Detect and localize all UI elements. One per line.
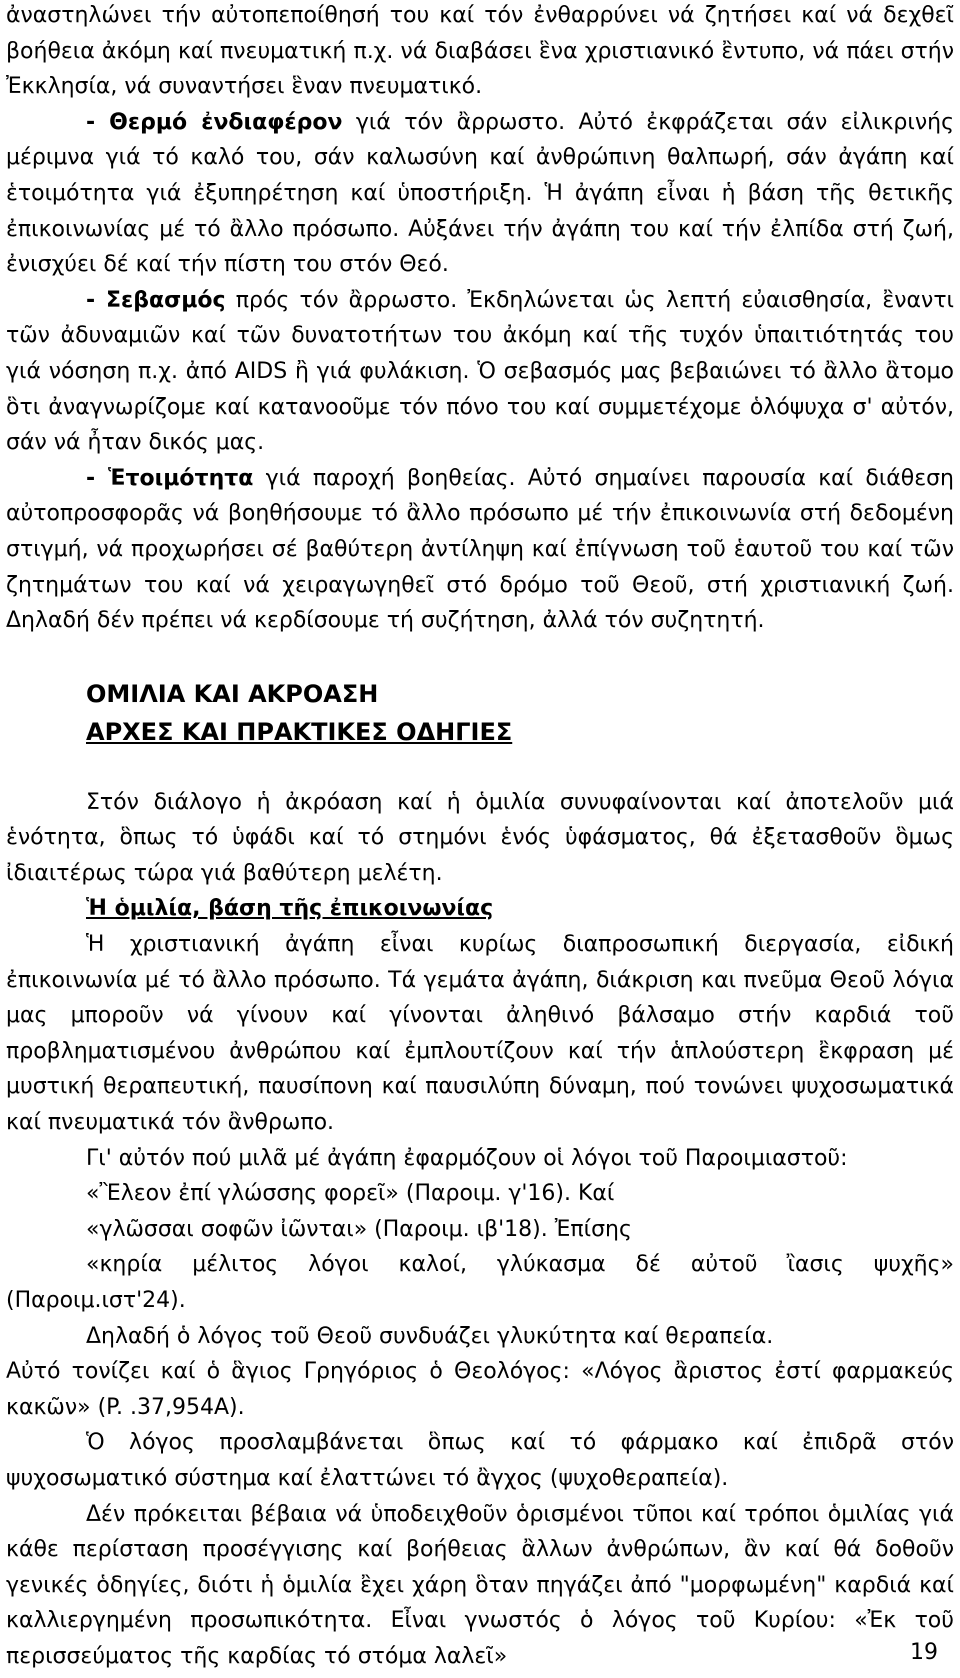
bold-term: - Ἑτοιμότητα [86, 465, 254, 491]
quote: «Ἒλεον ἐπί γλώσσης φορεῖ» (Παροιμ. γ'16). Καί [86, 1181, 615, 1207]
paragraph: Γι' αὐτόν πού μιλᾶ μέ ἀγάπη ἐφαρμόζουν οἱ λόγοι τοῦ Παροιμιαστοῦ: [86, 1145, 848, 1171]
paragraph: Ὁ λόγος προσλαμβάνεται ὃπως καί τό φάρμακο καί ἐπιδρᾶ στόν ψυχοσωματικό σύστημα καί ἐλαττώνει τό ἂγχος (ψυχοθεραπεία). [6, 1430, 954, 1491]
paragraph [6, 283, 954, 461]
subheading: Ἡ ὁμιλία, βάση τῆς ἐπικοινωνίας [86, 896, 494, 922]
section-subheading: ΑΡΧΕΣ ΚΑΙ ΠΡΑΚΤΙΚΕΣ ΟΔΗΓΙΕΣ [86, 717, 513, 746]
paragraph: Αὐτό τονίζει καί ὁ ἃγιος Γρηγόριος ὁ Θεολόγος: «Λόγος ἂριστος ἐστί φαρμακεύς κακῶν» (P. .37,954A). [6, 1359, 954, 1420]
paragraph-text: γιά τόν ἂρρωστο. Αὐτό ἐκφράζεται σάν εἰλικρινής μέριμνα γιά τό καλό του, σάν καλωσύνη καί ἀνθρώπινη θαλπωρή, σάν ἀγάπη καί ἑτοιμότητα γιά ἐξυπηρέτηση καί ὑποστήριξη. Ἡ ἀγάπη εἶναι ἡ βάση τῆς θετικῆς ἐπικοινωνίας μέ τό ἂλλο πρόσωπο. Αὐξάνει τήν ἀγάπη του καί τήν ἐλπίδα στή ζωή, ἐνισχύει δέ καί τήν πίστη του στόν Θεό. [6, 109, 954, 278]
quote: «κηρία μέλιτος λόγοι καλοί, γλύκασμα δέ αὐτοῦ ἲασις ψυχῆς» (Παροιμ.ιστ'24). [6, 1252, 954, 1313]
paragraph: Ἡ χριστιανική ἀγάπη εἶναι κυρίως διαπροσωπική διεργασία, εἰδική ἐπικοινωνία μέ τό ἂλλο πρόσωπο. Τά γεμάτα ἀγάπη, διάκριση και πνεῦμα Θεοῦ λόγια μας μποροῦν νά γίνουν καί γίνονται ἀληθινό βάλσαμο στήν καρδιά τοῦ προβληματισμένου ἀνθρώπου καί ἐμπλουτίζουν καί τήν ἁπλούστερη ἒκφραση μέ μυστική θεραπευτική, παυσίπονη καί παυσιλύπη δύναμη, πού τονώνει ψυχοσωματικά καί πνευματικά τόν ἂνθρωπο. [6, 932, 954, 1136]
paragraph: ἀναστηλώνει τήν αὐτοπεποίθησή του καί τόν ἐνθαρρύνει νά ζητήσει καί νά δεχθεῖ βοήθεια ἀκόμη καί πνευματική π.χ. νά διαβάσει ἓνα χριστιανικό ἒντυπο, νά πάει στήν Ἐκκλησία, νά συναντήσει ἓναν πνευματικό. [6, 3, 954, 100]
quote: «γλῶσσαι σοφῶν ἰῶνται» (Παροιμ. ιβ'18). Ἐπίσης [86, 1216, 632, 1242]
paragraph [6, 461, 954, 639]
body-text [6, 0, 954, 1675]
paragraph: Στόν διάλογο ἡ ἀκρόαση καί ἡ ὁμιλία συνυφαίνονται καί ἀποτελοῦν μιά ἑνότητα, ὃπως τό ὑφάδι καί τό στημόνι ἑνός ὑφάσματος, θά ἐξετασθοῦν ὃμως ἰδιαιτέρως τώρα γιά βαθύτερη μελέτη. [6, 789, 954, 886]
section-heading: ΟΜΙΛΙΑ ΚΑΙ ΑΚΡΟΑΣΗ [86, 679, 379, 708]
paragraph [6, 105, 954, 283]
paragraph-text: γιά παροχή βοηθείας. Αὐτό σημαίνει παρουσία καί διάθεση αὐτοπροσφορᾶς νά βοηθήσουμε τό ἂλλο πρόσωπο μέ τήν ἐπικοινωνία στή δεδομένη στιγμή, νά προχωρήσει σέ βαθύτερη ἀντίληψη καί ἐπίγνωση τοῦ ἑαυτοῦ του καί τῶν ζητημάτων του καί νά χειραγωγηθεῖ στό δρόμο τοῦ Θεοῦ, στή χριστιανική ζωή. Δηλαδή δέν πρέπει νά κερδίσουμε τή συζήτηση, ἀλλά τόν συζητητή. [6, 465, 955, 634]
paragraph-text: πρός τόν ἂρρωστο. Ἐκδηλώνεται ὡς λεπτή εὐαισθησία, ἒναντι τῶν ἀδυναμιῶν καί τῶν δυνατοτήτων του ἀκόμη καί τῆς τυχόν ὑπαιτιότητάς του γιά νόσηση π.χ. ἀπό AIDS ἢ γιά φυλάκιση. Ὁ σεβασμός μας βεβαιώνει τό ἂλλο ἂτομο ὃτι ἀναγνωρίζομε καί κατανοοῦμε τόν πόνο του καί συμμετέχομε ὁλόψυχα σ' αὐτόν, σάν νά ἦταν δικός μας. [6, 287, 955, 456]
bold-term: - Σεβασμός [86, 287, 226, 313]
bold-term: - Θερμό ἐνδιαφέρον [86, 109, 343, 135]
page-number: 19 [910, 1640, 938, 1665]
paragraph: Δηλαδή ὁ λόγος τοῦ Θεοῦ συνδυάζει γλυκύτητα καί θεραπεία. [86, 1323, 774, 1349]
paragraph: Δέν πρόκειται βέβαια νά ὑποδειχθοῦν ὁρισμένοι τῦποι καί τρόποι ὁμιλίας γιά κάθε περίσταση προσέγγισης καί βοήθειας ἂλλων ἀνθρώπων, ἂν καί θά δοθοῦν γενικές ὁδηγίες, διότι ἡ ὁμιλία ἒχει χάρη ὃταν πηγάζει ἀπό "μορφωμένη" καρδιά καί καλλιεργημένη προσωπικότητα. Εἶναι γνωστός ὁ λόγος τοῦ Κυρίου: «Ἐκ τοῦ περισσεύματος τῆς καρδίας τό στόμα λαλεῖ» [6, 1501, 954, 1669]
